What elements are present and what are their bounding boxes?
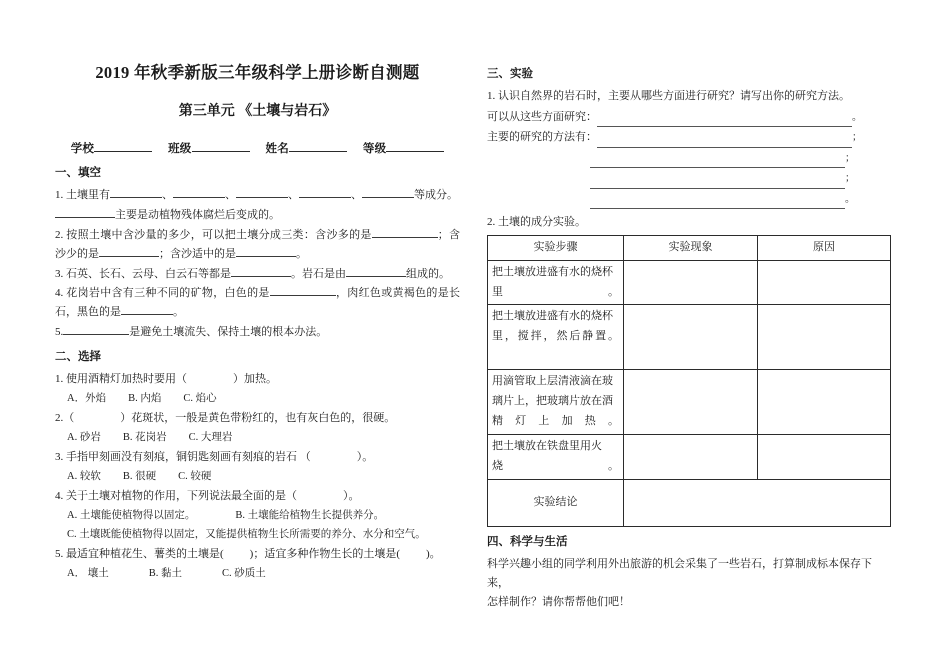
fill-q2-blank-2[interactable]	[99, 256, 159, 257]
fill-q4-blank-2[interactable]	[121, 314, 173, 315]
name-label: 姓名	[265, 142, 289, 155]
fill-q3-blank-1[interactable]	[231, 276, 291, 277]
choice-q5-stem-mid: )；适宜多种作物生长的土壤是(	[249, 548, 400, 561]
fill-q1-blank-6[interactable]	[55, 217, 115, 218]
fill-q1-blank-3[interactable]	[236, 197, 288, 198]
table-header-reason: 原因	[758, 236, 891, 261]
fill-question-3	[55, 265, 460, 284]
fill-q5-blank-1[interactable]	[63, 334, 129, 335]
table-cell-reason-3[interactable]	[758, 370, 891, 435]
table-cell-conclusion-value[interactable]	[624, 479, 891, 526]
table-cell-step-3: 用滴管取上层清液滴在玻璃片上，把玻璃片放在酒精灯上加热。	[488, 370, 624, 435]
choice-question-4	[55, 487, 460, 506]
experiment-q1-sub2	[487, 127, 887, 148]
table-row	[488, 370, 891, 435]
experiment-q1-sub2-punc: ；	[852, 132, 862, 143]
fill-q1-sep-2: 、	[225, 188, 236, 201]
experiment-q1-sub1-label: 可以从这些方面研究：	[487, 110, 597, 123]
experiment-q1-extra-input-2[interactable]	[590, 177, 845, 188]
experiment-q1-sub1	[487, 107, 887, 128]
school-label: 学校	[70, 142, 95, 155]
fill-q1-blank-1[interactable]	[110, 197, 162, 198]
choice-q3-stem-a: 3. 手指甲刻画没有刻痕，铜钥匙刻画有刻痕的岩石 （	[55, 451, 311, 464]
table-row-conclusion	[488, 479, 891, 526]
fill-q2-blank-3[interactable]	[236, 256, 296, 257]
choice-q2-option-a[interactable]: A. 砂岩	[67, 432, 101, 444]
fill-q1-text-c: 主要是动植物残体腐烂后变成的。	[115, 208, 280, 221]
table-cell-step-2: 把土壤放进盛有水的烧杯里，搅拌，然后静置。	[488, 305, 624, 370]
choice-q1-option-c[interactable]: C. 焰心	[183, 393, 217, 405]
fill-q5-text: 是避免土壤流失、保持土壤的根本办法。	[129, 326, 328, 339]
left-column	[55, 62, 460, 584]
choice-q5-stem-b: )。	[426, 548, 441, 561]
table-row	[488, 261, 891, 305]
section-heading-choice: 二、选择	[55, 351, 101, 364]
choice-q2-stem-b: ）花斑状，一般是黄色带粉红的，也有灰白色的，很硬。	[120, 412, 396, 425]
choice-q2-stem-a: 2.（	[55, 412, 75, 425]
choice-q2-option-c[interactable]: C. 大理岩	[188, 432, 233, 444]
fill-q1-text-b: 等成分。	[414, 188, 458, 201]
table-cell-phenomenon-4[interactable]	[624, 435, 758, 479]
fill-q4-text-a: 4. 花岗岩中含有三种不同的矿物，白色的是	[55, 287, 270, 300]
table-header-step: 实验步骤	[488, 236, 624, 261]
experiment-q1-extra-line-1	[487, 148, 887, 169]
choice-q4-option-b[interactable]: B. 土壤能给植物生长提供养分。	[235, 510, 385, 522]
fill-q4-text-c: 。	[173, 306, 184, 319]
fill-question-5	[55, 323, 460, 342]
fill-q3-text-a: 3. 石英、长石、云母、白云石等都是	[55, 267, 231, 280]
fill-q1-text-a: 1. 土壤里有	[55, 188, 110, 201]
experiment-q1-extra-input-3[interactable]	[590, 198, 845, 209]
table-cell-step-1: 把土壤放进盛有水的烧杯里。	[488, 261, 624, 305]
class-label: 班级	[168, 142, 192, 155]
choice-question-5	[55, 545, 460, 564]
experiment-question-2: 2. 土壤的成分实验。	[487, 216, 586, 228]
fill-q2-text-c: ；含沙适中的是	[159, 247, 236, 260]
choice-q3-options	[55, 468, 460, 486]
experiment-q1-sub1-punc: 。	[852, 111, 862, 123]
choice-q5-stem-a: 5. 最适宜种植花生、薯类的土壤是(	[55, 548, 224, 561]
student-info-row	[55, 140, 460, 156]
fill-q1-sep-1: 、	[162, 188, 173, 201]
name-input[interactable]	[289, 151, 347, 152]
choice-q1-option-a[interactable]: A．外焰	[67, 393, 107, 405]
choice-q1-option-b[interactable]: B. 内焰	[128, 393, 162, 405]
page-title: 2019 年秋季新版三年级科学上册诊断自测题	[95, 63, 420, 82]
table-cell-reason-1[interactable]	[758, 261, 891, 305]
choice-question-2	[55, 409, 460, 428]
choice-q5-option-b[interactable]: B. 黏土	[148, 568, 182, 580]
choice-q4-stem-a: 4. 关于土壤对植物的作用，下列说法最全面的是（	[55, 490, 297, 503]
choice-q5-option-c[interactable]: C. 砂质土	[221, 568, 266, 580]
table-cell-reason-4[interactable]	[758, 435, 891, 479]
experiment-q1-extra-line-3	[487, 189, 887, 210]
fill-q2-text-b: ；含沙少的是	[55, 228, 460, 260]
soil-composition-table	[487, 235, 891, 526]
table-cell-phenomenon-2[interactable]	[624, 305, 758, 370]
table-cell-phenomenon-1[interactable]	[624, 261, 758, 305]
life-question-line-1: 科学兴趣小组的同学利用外出旅游的机会采集了一些岩石，打算制成标本保存下来，	[487, 557, 872, 590]
table-cell-step-4: 把土壤放在铁盘里用火烧。	[488, 435, 624, 479]
choice-q3-option-b[interactable]: B. 很硬	[122, 471, 157, 483]
section-heading-experiment: 三、实验	[487, 68, 533, 80]
choice-question-3	[55, 448, 460, 467]
experiment-q1-extra-punc-1: ；	[845, 152, 855, 164]
grade-label: 等级	[362, 142, 387, 155]
fill-q1-blank-4[interactable]	[299, 197, 351, 198]
fill-q2-blank-1[interactable]	[372, 237, 438, 238]
choice-q1-options	[55, 390, 460, 408]
experiment-q1-extra-input-1[interactable]	[590, 157, 845, 168]
choice-q2-options	[55, 429, 460, 447]
choice-q4-stem-b: ）。	[343, 490, 360, 503]
fill-q1-blank-5[interactable]	[362, 197, 414, 198]
choice-q3-option-a[interactable]: A. 较软	[67, 471, 101, 483]
fill-q5-number: 5.	[55, 326, 64, 339]
choice-q5-option-a[interactable]: A． 壤土	[67, 568, 109, 580]
experiment-q1-sub1-input[interactable]	[597, 116, 852, 127]
fill-q3-blank-2[interactable]	[346, 276, 406, 277]
fill-question-1	[55, 186, 460, 205]
table-cell-conclusion-label: 实验结论	[488, 479, 624, 526]
choice-q4-option-c[interactable]: C. 土壤既能使植物得以固定，又能提供植物生长所需要的养分、水分和空气。	[67, 529, 426, 541]
fill-question-2	[55, 226, 460, 264]
right-column	[487, 66, 887, 613]
fill-question-4	[55, 284, 460, 322]
choice-q4-option-a[interactable]: A. 土壤能使植物得以固定。	[67, 510, 196, 522]
fill-q2-text-d: 。	[296, 247, 307, 260]
choice-q1-stem-a: 1. 使用酒精灯加热时要用（	[55, 373, 187, 386]
table-cell-reason-2[interactable]	[758, 305, 891, 370]
fill-q1-sep-3: 、	[288, 188, 299, 201]
experiment-question-1: 1. 认识自然界的岩石时，主要从哪些方面进行研究？请写出你的研究方法。	[487, 90, 850, 103]
table-header-row	[488, 236, 891, 261]
experiment-q1-sub2-label: 主要的研究的方法有：	[487, 131, 597, 143]
experiment-q1-sub2-input[interactable]	[597, 136, 852, 147]
fill-q2-text-a: 2. 按照土壤中含沙量的多少，可以把土壤分成三类：含沙多的是	[55, 228, 372, 241]
fill-q1-sep-4: 、	[351, 188, 362, 201]
school-input[interactable]	[94, 151, 152, 152]
fill-q4-text-b: ，肉红色或黄褐色的是长石，黑色的是	[55, 287, 461, 319]
section-heading-fill: 一、填空	[55, 166, 101, 179]
choice-question-1	[55, 370, 460, 389]
grade-input[interactable]	[386, 151, 444, 152]
fill-question-1-line2	[55, 206, 460, 225]
life-question-line-2: 怎样制作？请你帮帮他们吧！	[487, 596, 630, 609]
experiment-q1-extra-punc-3: 。	[845, 193, 855, 205]
table-cell-phenomenon-3[interactable]	[624, 370, 758, 435]
table-row	[488, 305, 891, 370]
choice-q4-options-c	[55, 526, 460, 544]
table-row	[488, 435, 891, 479]
section-heading-life: 四、科学与生活	[487, 535, 568, 548]
choice-q1-stem-b: ）加热。	[233, 373, 277, 386]
page-subtitle: 第三单元 《土壤与岩石》	[178, 104, 337, 120]
choice-q3-option-c[interactable]: C. 较硬	[178, 471, 212, 483]
choice-q4-options	[55, 507, 460, 525]
table-header-phenomenon: 实验现象	[624, 236, 758, 261]
fill-q1-blank-2[interactable]	[173, 197, 225, 198]
class-input[interactable]	[192, 151, 250, 152]
fill-q3-text-b: 。岩石是由	[291, 267, 346, 280]
fill-q3-text-c: 组成的。	[406, 267, 450, 280]
choice-q3-stem-b: ）。	[356, 451, 374, 464]
choice-q5-options	[55, 565, 460, 583]
experiment-q1-extra-line-2	[487, 168, 887, 189]
fill-q4-blank-1[interactable]	[270, 295, 336, 296]
choice-q2-option-b[interactable]: B. 花岗岩	[122, 432, 167, 444]
experiment-q1-extra-punc-2: ；	[845, 173, 855, 184]
